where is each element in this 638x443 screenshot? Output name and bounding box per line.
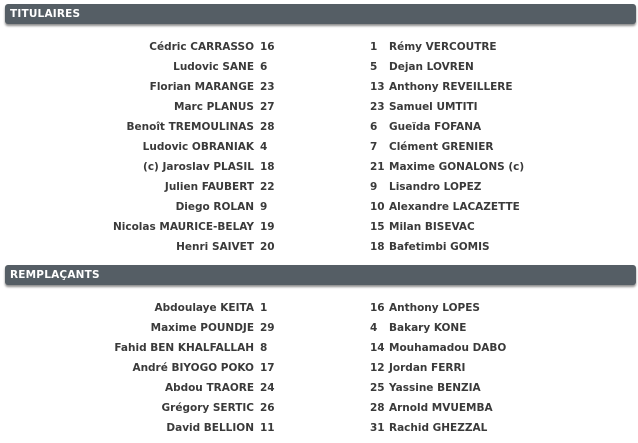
player-row	[0, 177, 638, 197]
home-player-number: 27	[260, 101, 275, 113]
player-row	[0, 378, 638, 398]
away-player-name: Arnold MVUEMBA	[389, 402, 493, 414]
away-player-name: Alexandre LACAZETTE	[389, 201, 520, 213]
home-player-number: 8	[260, 342, 268, 354]
away-player-number: 10	[370, 201, 385, 213]
home-player-name: Marc PLANUS	[174, 101, 254, 113]
home-player-name: Diego ROLAN	[175, 201, 254, 213]
away-player-number: 5	[370, 61, 378, 73]
home-player-name: Henri SAIVET	[176, 241, 254, 253]
away-player-number: 1	[370, 41, 378, 53]
home-player-name: Benoît TREMOULINAS	[126, 121, 254, 133]
away-player-number: 28	[370, 402, 385, 414]
player-row	[0, 157, 638, 177]
away-player-name: Jordan FERRI	[389, 362, 466, 374]
player-row	[0, 137, 638, 157]
away-player-name: Yassine BENZIA	[389, 382, 481, 394]
away-player-name: Anthony REVEILLERE	[389, 81, 513, 93]
home-player-name: (c) Jaroslav PLASIL	[143, 161, 254, 173]
home-player-name: David BELLION	[166, 422, 254, 434]
home-player-name: Cédric CARRASSO	[149, 41, 254, 53]
away-player-name: Anthony LOPES	[389, 302, 480, 314]
lineup-list-remplacants	[0, 298, 638, 438]
section-header-titulaires: TITULAIRES	[5, 4, 636, 24]
away-player-name: Bakary KONE	[389, 322, 467, 334]
away-player-name: Bafetimbi GOMIS	[389, 241, 490, 253]
home-player-number: 28	[260, 121, 275, 133]
away-player-number: 16	[370, 302, 385, 314]
home-player-name: Fahid BEN KHALFALLAH	[114, 342, 254, 354]
away-player-number: 23	[370, 101, 385, 113]
home-player-number: 18	[260, 161, 275, 173]
home-player-name: Ludovic OBRANIAK	[142, 141, 254, 153]
away-player-number: 9	[370, 181, 378, 193]
home-player-name: Maxime POUNDJE	[150, 322, 254, 334]
home-player-number: 1	[260, 302, 268, 314]
away-player-number: 12	[370, 362, 385, 374]
section-header-remplacants: REMPLAÇANTS	[5, 265, 636, 285]
away-player-number: 21	[370, 161, 385, 173]
player-row	[0, 97, 638, 117]
home-player-number: 22	[260, 181, 275, 193]
away-player-number: 6	[370, 121, 378, 133]
home-player-name: André BIYOGO POKO	[132, 362, 254, 374]
away-player-number: 14	[370, 342, 385, 354]
home-player-number: 16	[260, 41, 275, 53]
away-player-name: Milan BISEVAC	[389, 221, 475, 233]
player-row	[0, 358, 638, 378]
home-player-number: 29	[260, 322, 275, 334]
player-row	[0, 338, 638, 358]
away-player-name: Mouhamadou DABO	[389, 342, 507, 354]
home-player-name: Abdou TRAORE	[164, 382, 254, 394]
away-player-number: 31	[370, 422, 385, 434]
away-player-name: Samuel UMTITI	[389, 101, 478, 113]
away-player-number: 18	[370, 241, 385, 253]
home-player-name: Ludovic SANE	[173, 61, 254, 73]
home-player-number: 4	[260, 141, 268, 153]
home-player-name: Julien FAUBERT	[164, 181, 254, 193]
player-row	[0, 57, 638, 77]
home-player-number: 17	[260, 362, 275, 374]
player-row	[0, 398, 638, 418]
away-player-name: Rachid GHEZZAL	[389, 422, 488, 434]
home-player-name: Nicolas MAURICE-BELAY	[112, 221, 254, 233]
home-player-name: Florian MARANGE	[149, 81, 254, 93]
away-player-name: Clément GRENIER	[389, 141, 494, 153]
home-player-number: 23	[260, 81, 275, 93]
home-player-number: 11	[260, 422, 275, 434]
player-row	[0, 217, 638, 237]
home-player-number: 26	[260, 402, 275, 414]
home-player-number: 19	[260, 221, 275, 233]
away-player-name: Lisandro LOPEZ	[389, 181, 482, 193]
home-player-number: 20	[260, 241, 275, 253]
away-player-name: Rémy VERCOUTRE	[389, 41, 497, 53]
away-player-name: Maxime GONALONS (c)	[389, 161, 525, 173]
player-row	[0, 37, 638, 57]
player-row	[0, 77, 638, 97]
away-player-number: 25	[370, 382, 385, 394]
away-player-name: Gueïda FOFANA	[389, 121, 482, 133]
away-player-number: 4	[370, 322, 378, 334]
home-player-number: 24	[260, 382, 275, 394]
player-row	[0, 117, 638, 137]
player-row	[0, 197, 638, 217]
home-player-name: Abdoulaye KEITA	[154, 302, 254, 314]
lineup-list-titulaires	[0, 37, 638, 257]
home-player-name: Grégory SERTIC	[161, 402, 254, 414]
player-row	[0, 237, 638, 257]
away-player-number: 13	[370, 81, 385, 93]
home-player-number: 6	[260, 61, 268, 73]
player-row	[0, 318, 638, 338]
home-player-number: 9	[260, 201, 268, 213]
away-player-number: 15	[370, 221, 385, 233]
player-row	[0, 298, 638, 318]
player-row	[0, 418, 638, 438]
away-player-number: 7	[370, 141, 378, 153]
away-player-name: Dejan LOVREN	[389, 61, 474, 73]
